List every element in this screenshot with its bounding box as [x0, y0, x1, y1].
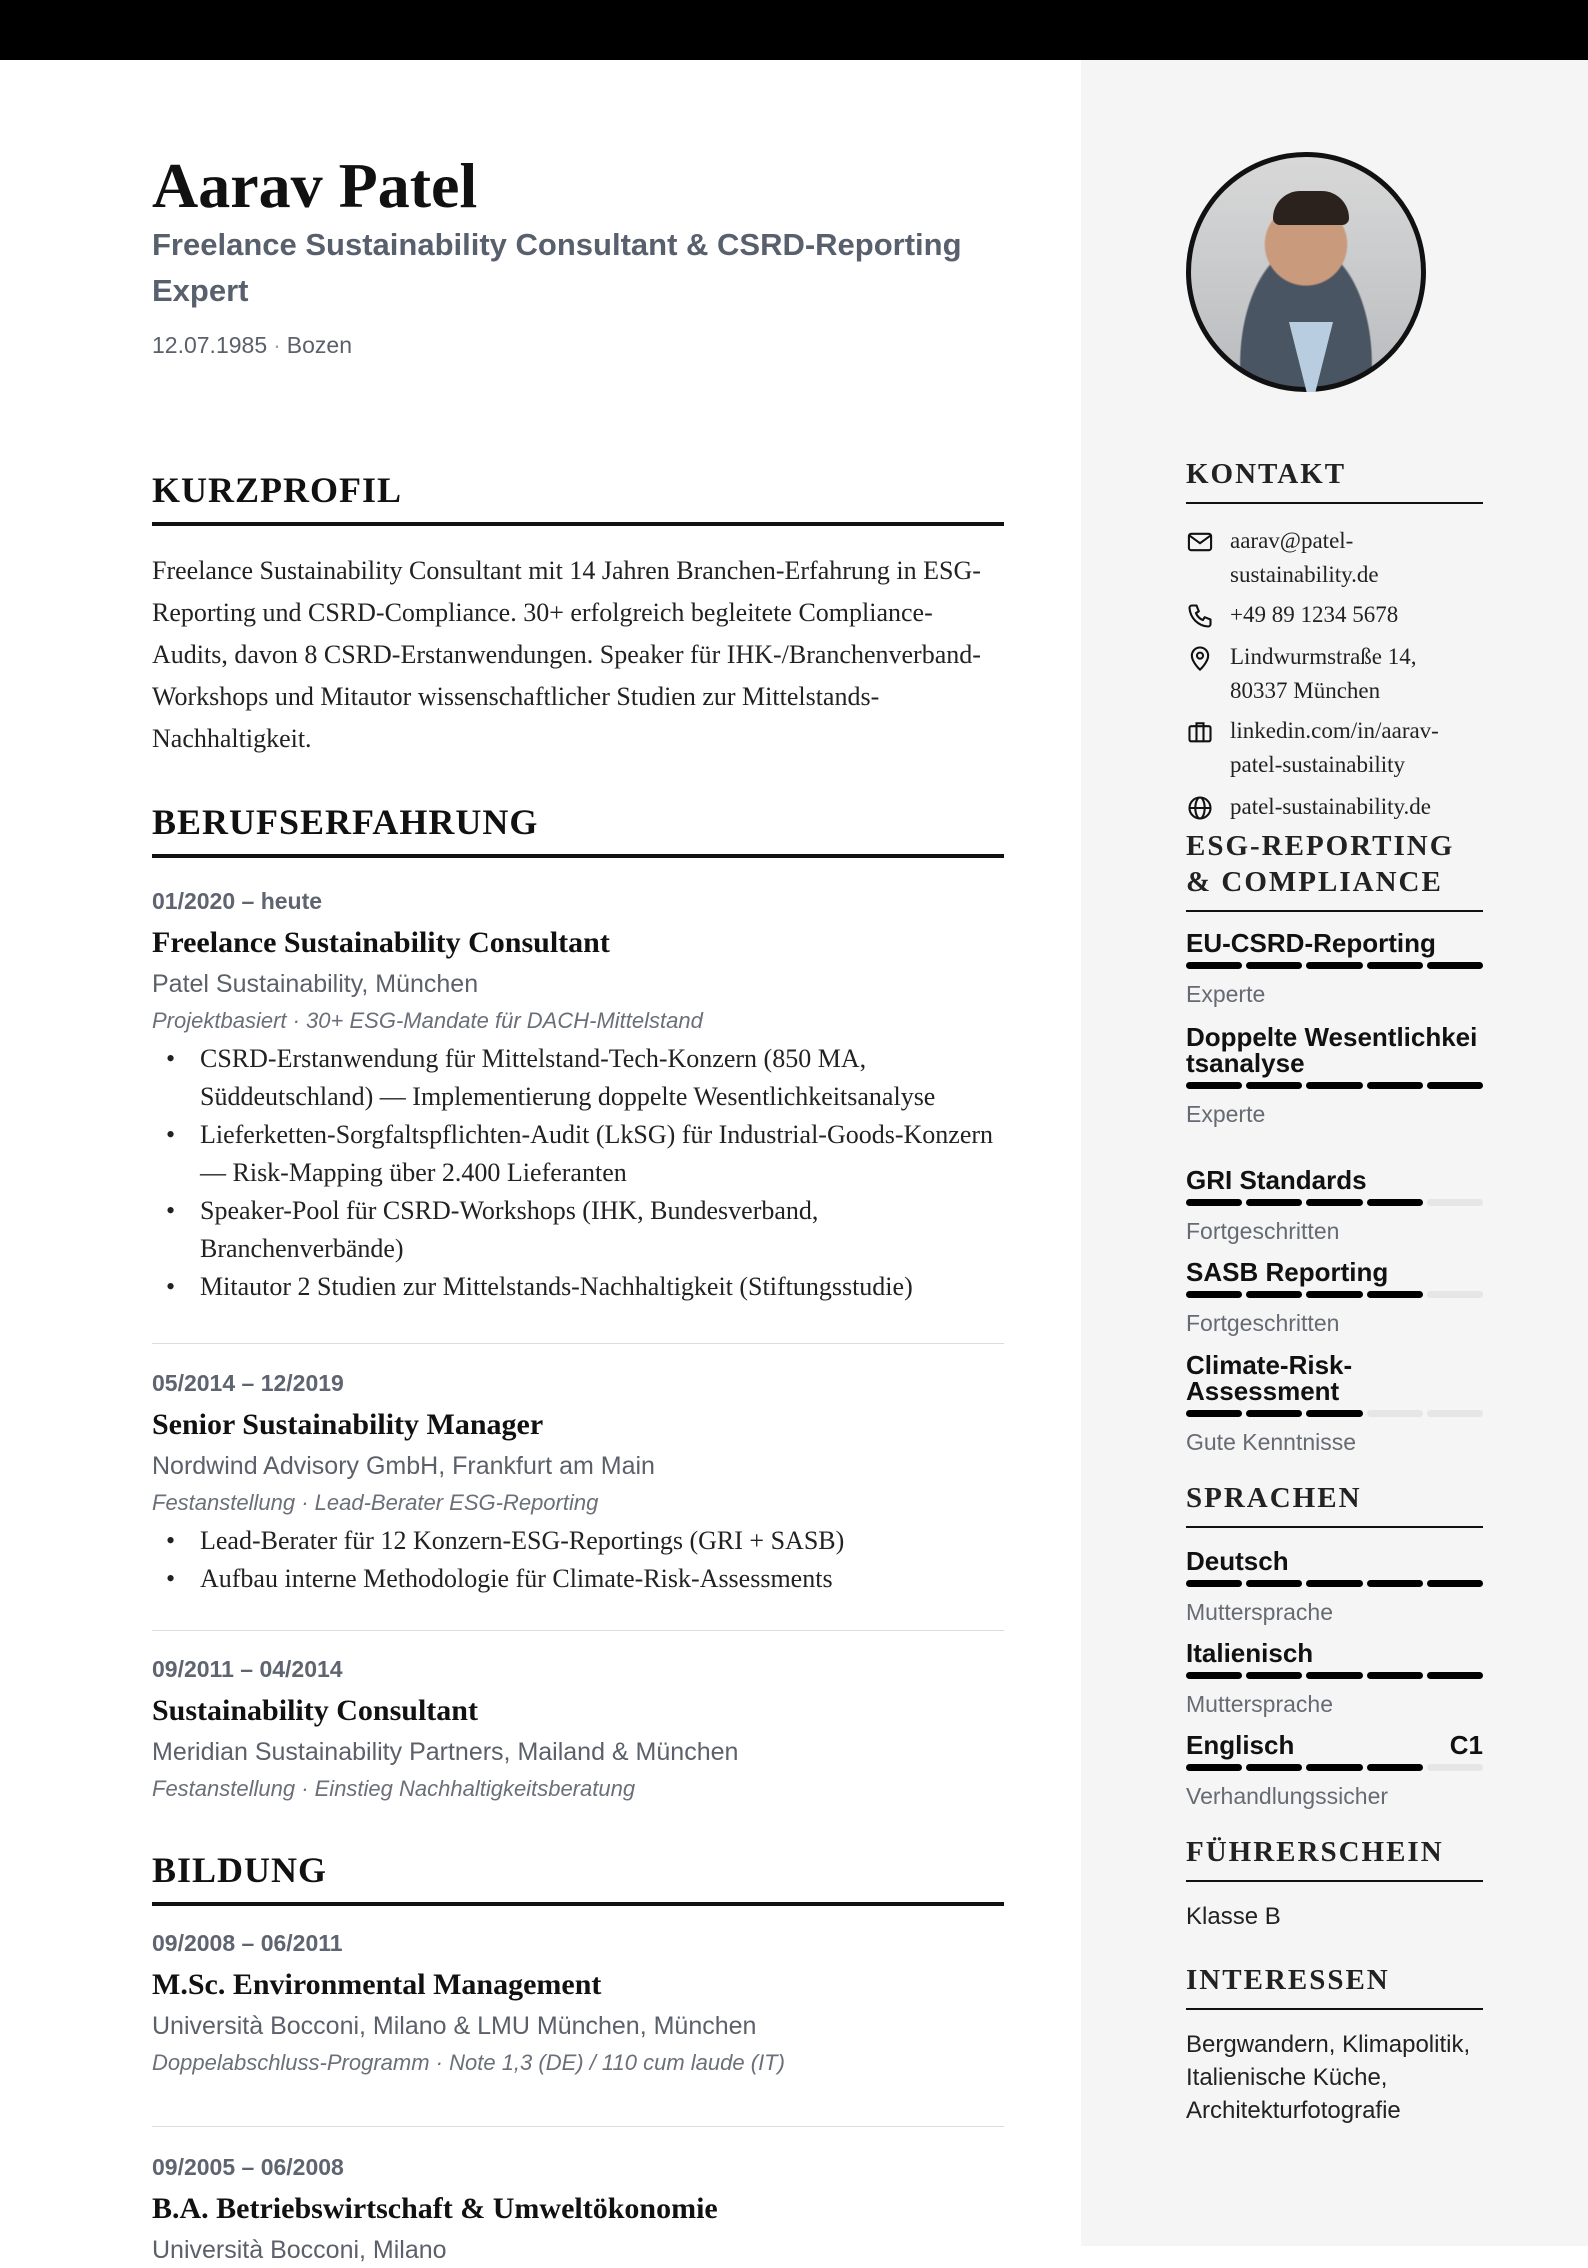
rating-segment: [1367, 1199, 1423, 1206]
skill-bars: [1186, 1082, 1483, 1089]
rating-segment: [1367, 1291, 1423, 1298]
rating-segment: [1306, 962, 1362, 969]
language-label: Deutsch: [1186, 1546, 1289, 1576]
language-bars: [1186, 1764, 1483, 1771]
photo-hair: [1273, 191, 1349, 225]
rating-segment: [1306, 1410, 1362, 1417]
rating-segment: [1427, 1764, 1483, 1771]
rating-segment: [1306, 1764, 1362, 1771]
profile-photo: [1186, 152, 1426, 392]
rating-segment: [1186, 1580, 1242, 1587]
skill-item: [1186, 1167, 1483, 1246]
job-company: Nordwind Advisory GmbH, Frankfurt am Main: [152, 1452, 655, 1480]
rating-segment: [1427, 1291, 1483, 1298]
job-entry: [152, 1654, 1004, 1806]
rating-segment: [1427, 962, 1483, 969]
rating-segment: [1246, 1580, 1302, 1587]
globe-icon: [1186, 794, 1214, 822]
rating-segment: [1186, 1199, 1242, 1206]
skill-label: SASB Reporting: [1186, 1257, 1389, 1287]
education-note: Doppelabschluss-Programm · Note 1,3 (DE) / 110 cum laude (IT): [152, 2050, 785, 2075]
phone-icon: [1186, 602, 1214, 630]
skill-level: Gute Kenntnisse: [1186, 1429, 1357, 1455]
contact-website-text[interactable]: patel-sustainability.de: [1230, 794, 1431, 819]
meta-separator: ·: [273, 332, 281, 358]
rating-segment: [1306, 1291, 1362, 1298]
language-item: [1186, 1640, 1483, 1719]
rating-segment: [1186, 1764, 1242, 1771]
section-title-profile: KURZPROFIL: [152, 468, 1004, 526]
language-bars: [1186, 1580, 1483, 1587]
skill-item: [1186, 1024, 1483, 1129]
job-date: 01/2020 – heute: [152, 888, 323, 914]
top-bar: [0, 0, 1588, 60]
profile-text: Freelance Sustainability Consultant mit 14 Jahren Branchen-Erfahrung in ESG-Reporting und CSRD-Compliance. 30+ erfolgreich begleitete Compliance-Audits, davon 8 CSRD-Erstanwendungen. Speaker für IHK-/Branchenverband-Workshops und Mitautor wissenschaftlicher Studien zur Mittelstands-Nachhaltigkeit.: [152, 556, 981, 753]
job-bullets: [152, 1040, 1004, 1306]
contact-linkedin[interactable]: [1186, 714, 1483, 782]
contact-address-text: Lindwurmstraße 14, 80337 München: [1230, 644, 1417, 703]
rating-segment: [1427, 1580, 1483, 1587]
education-divider: [152, 2126, 1004, 2127]
rating-segment: [1306, 1199, 1362, 1206]
skill-label: Doppelte Wesentlichkeitsanalyse: [1186, 1022, 1478, 1078]
education-entry: [152, 2152, 1004, 2268]
section-title-languages: SPRACHEN: [1186, 1480, 1483, 1528]
education-entry: [152, 1928, 1004, 2080]
job-divider: [152, 1343, 1004, 1344]
education-school: Università Bocconi, Milano & LMU München, München: [152, 2012, 757, 2040]
photo-shirt: [1289, 322, 1333, 392]
language-item: [1186, 1548, 1483, 1627]
rating-segment: [1306, 1580, 1362, 1587]
skill-label: Climate-Risk-Assessment: [1186, 1350, 1353, 1406]
job-entry: [152, 1368, 1004, 1598]
language-label: Englisch C1: [1186, 1730, 1483, 1760]
education-school: Università Bocconi, Milano: [152, 2236, 447, 2264]
section-title-contact: KONTAKT: [1186, 456, 1483, 504]
job-bullet: • Aufbau interne Methodologie für Climate-Risk-Assessments: [152, 1560, 1004, 1598]
rating-segment: [1306, 1082, 1362, 1089]
interests-value: Bergwandern, Klimapolitik, Italienische Küche, Architekturfotografie: [1186, 2031, 1471, 2124]
job-note: Projektbasiert · 30+ ESG-Mandate für DACH-Mittelstand: [152, 1008, 703, 1033]
rating-segment: [1246, 1672, 1302, 1679]
section-title-license: FÜHRERSCHEIN: [1186, 1834, 1483, 1882]
rating-segment: [1427, 1199, 1483, 1206]
skill-level: Experte: [1186, 981, 1266, 1007]
contact-email[interactable]: [1186, 524, 1483, 592]
section-title-interests: INTERESSEN: [1186, 1962, 1483, 2010]
rating-segment: [1246, 962, 1302, 969]
rating-segment: [1427, 1082, 1483, 1089]
rating-segment: [1246, 1291, 1302, 1298]
contact-address: [1186, 640, 1483, 708]
job-role: Sustainability Consultant: [152, 1694, 478, 1727]
language-bars: [1186, 1672, 1483, 1679]
candidate-title: Freelance Sustainability Consultant & CSRD-Reporting Expert: [152, 227, 962, 308]
rating-segment: [1246, 1764, 1302, 1771]
skill-level: Fortgeschritten: [1186, 1218, 1340, 1244]
rating-segment: [1186, 1410, 1242, 1417]
briefcase-icon: [1186, 718, 1214, 746]
rating-segment: [1246, 1082, 1302, 1089]
section-title-esg-skills: ESG-REPORTING & COMPLIANCE: [1186, 828, 1483, 912]
rating-segment: [1367, 1764, 1423, 1771]
contact-phone-text[interactable]: +49 89 1234 5678: [1230, 602, 1399, 627]
job-divider: [152, 1630, 1004, 1631]
skill-label: GRI Standards: [1186, 1165, 1367, 1195]
birthdate: 12.07.1985: [152, 332, 268, 358]
section-title-education: BILDUNG: [152, 1848, 1004, 1906]
skill-bars: [1186, 1291, 1483, 1298]
job-bullet: • Mitautor 2 Studien zur Mittelstands-Nachhaltigkeit (Stiftungsstudie): [152, 1268, 1004, 1306]
language-level: Muttersprache: [1186, 1691, 1334, 1717]
rating-segment: [1186, 1672, 1242, 1679]
contact-email-text[interactable]: aarav@patel- sustainability.de: [1230, 528, 1379, 587]
skill-item: [1186, 1352, 1483, 1457]
rating-segment: [1186, 962, 1242, 969]
job-role: Freelance Sustainability Consultant: [152, 926, 610, 959]
rating-segment: [1186, 1082, 1242, 1089]
job-bullets: [152, 1522, 1004, 1598]
rating-segment: [1367, 962, 1423, 969]
rating-segment: [1427, 1672, 1483, 1679]
language-label: Italienisch: [1186, 1638, 1314, 1668]
language-item: [1186, 1732, 1483, 1811]
skill-bars: [1186, 1199, 1483, 1206]
rating-segment: [1246, 1199, 1302, 1206]
skill-item: [1186, 1259, 1483, 1338]
contact-linkedin-text[interactable]: linkedin.com/in/aarav- patel-sustainability: [1230, 718, 1439, 777]
skill-bars: [1186, 1410, 1483, 1417]
job-note: Festanstellung · Einstieg Nachhaltigkeitsberatung: [152, 1776, 636, 1801]
contact-website[interactable]: [1186, 790, 1483, 824]
section-title-experience: BERUFSERFAHRUNG: [152, 800, 1004, 858]
contact-phone[interactable]: [1186, 598, 1483, 632]
job-date: 05/2014 – 12/2019: [152, 1370, 344, 1396]
job-bullet: • Speaker-Pool für CSRD-Workshops (IHK, Bundesverband, Branchenverbände): [152, 1192, 1004, 1268]
license-value: Klasse B: [1186, 1903, 1281, 1930]
candidate-name: Aarav Patel: [152, 150, 478, 221]
rating-segment: [1367, 1672, 1423, 1679]
skill-item: [1186, 930, 1483, 1009]
skill-level: Fortgeschritten: [1186, 1310, 1340, 1336]
job-role: Senior Sustainability Manager: [152, 1408, 544, 1441]
rating-segment: [1367, 1082, 1423, 1089]
education-date: 09/2008 – 06/2011: [152, 1930, 343, 1956]
job-bullet: • Lead-Berater für 12 Konzern-ESG-Reportings (GRI + SASB): [152, 1522, 1004, 1560]
education-degree: M.Sc. Environmental Management: [152, 1968, 602, 2001]
rating-segment: [1367, 1580, 1423, 1587]
job-bullet: • CSRD-Erstanwendung für Mittelstand-Tech-Konzern (850 MA, Süddeutschland) — Implementierung doppelte Wesentlichkeitsanalyse: [152, 1040, 1004, 1116]
education-degree: B.A. Betriebswirtschaft & Umweltökonomie: [152, 2192, 718, 2225]
rating-segment: [1186, 1291, 1242, 1298]
rating-segment: [1246, 1410, 1302, 1417]
job-note: Festanstellung · Lead-Berater ESG-Reporting: [152, 1490, 599, 1515]
language-level: Verhandlungssicher: [1186, 1783, 1389, 1809]
city: Bozen: [286, 332, 353, 358]
mail-icon: [1186, 528, 1214, 556]
rating-segment: [1367, 1410, 1423, 1417]
education-date: 09/2005 – 06/2008: [152, 2154, 344, 2180]
skill-level: Experte: [1186, 1101, 1266, 1127]
job-bullet: • Lieferketten-Sorgfaltspflichten-Audit (LkSG) für Industrial-Goods-Konzern — Risk-Mapping über 2.400 Lieferanten: [152, 1116, 1004, 1192]
job-company: Meridian Sustainability Partners, Mailand & München: [152, 1738, 739, 1766]
rating-segment: [1306, 1672, 1362, 1679]
skill-bars: [1186, 962, 1483, 969]
job-entry: [152, 886, 1004, 1306]
language-level: Muttersprache: [1186, 1599, 1334, 1625]
skill-label: EU-CSRD-Reporting: [1186, 928, 1436, 958]
job-company: Patel Sustainability, München: [152, 970, 479, 998]
location-pin-icon: [1186, 644, 1214, 672]
job-date: 09/2011 – 04/2014: [152, 1656, 343, 1682]
rating-segment: [1427, 1410, 1483, 1417]
personal-meta: [152, 332, 352, 359]
